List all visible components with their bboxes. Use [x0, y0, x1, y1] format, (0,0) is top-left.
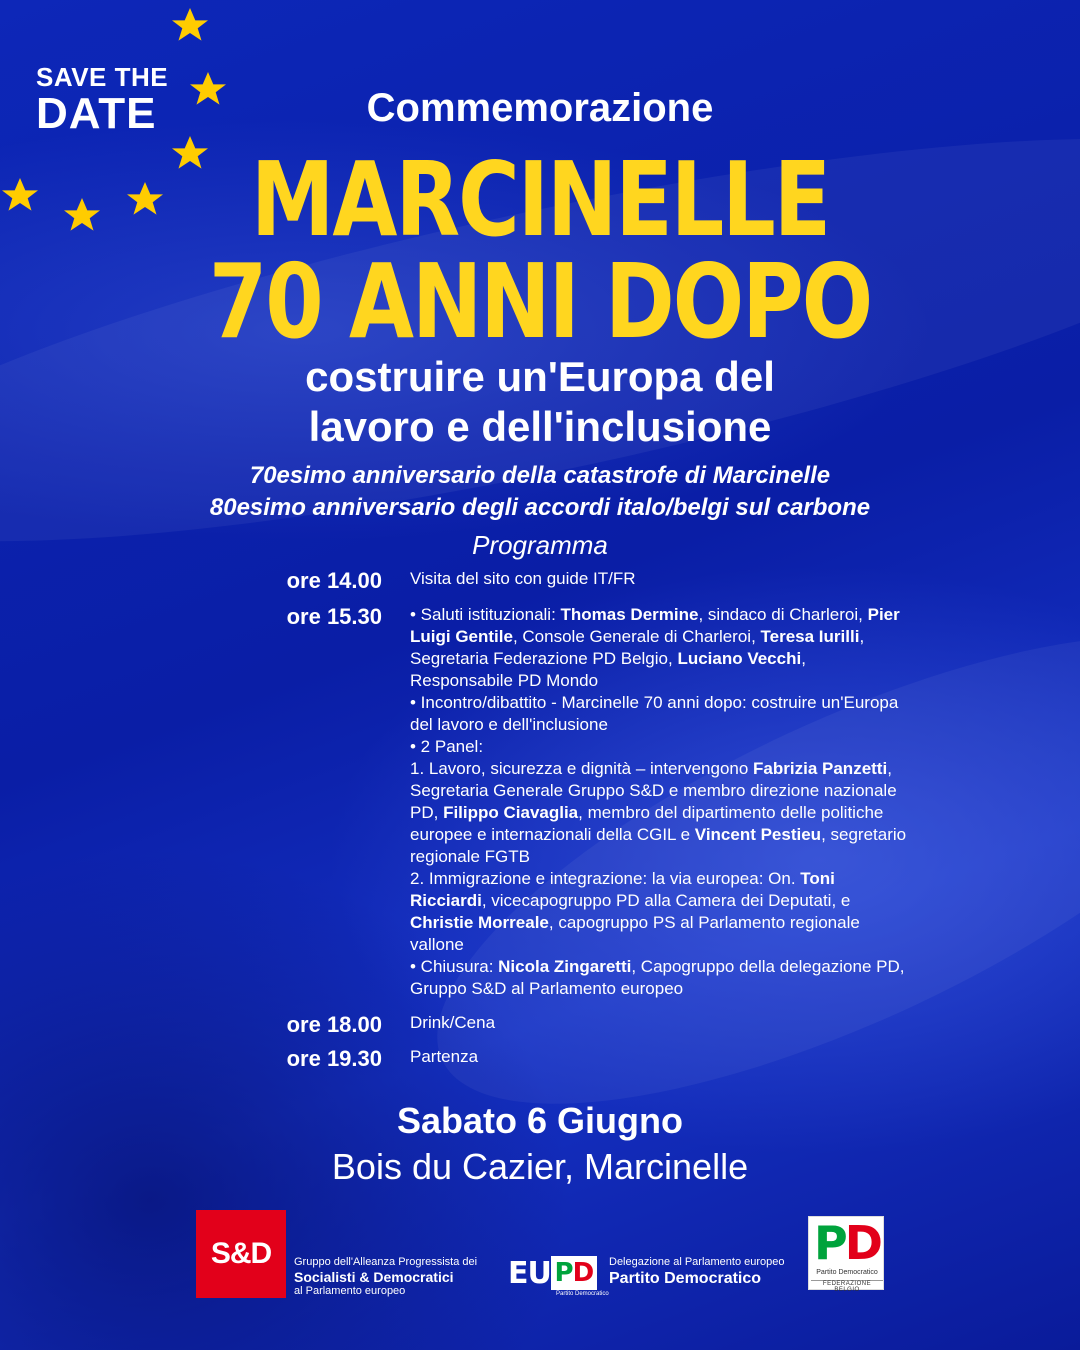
- event-date: Sabato 6 Giugno: [396, 1100, 683, 1141]
- speaker-name: Filippo Ciavaglia: [443, 803, 579, 822]
- schedule-desc: Drink/Cena: [410, 1013, 496, 1032]
- speaker-role: , sindaco di Charleroi,: [698, 605, 868, 624]
- panel-1-paragraph: [410, 758, 910, 868]
- speaker-role: , capogruppo PS al Parlamento regionale vallone: [410, 913, 860, 954]
- anniversary-lines: [0, 460, 1080, 524]
- subtitle-line-2: lavoro e dell'inclusione: [308, 403, 772, 450]
- chiusura-prefix: • Chiusura:: [410, 957, 499, 976]
- speaker-name: Teresa Iurilli: [760, 627, 860, 646]
- subtitle-line-1: costruire un'Europa del: [305, 353, 775, 400]
- chiusura-paragraph: [410, 956, 910, 1000]
- schedule: [262, 568, 922, 1072]
- eupd-logo-sub: Partito Democratico: [556, 1291, 609, 1297]
- speaker-name: Toni Ricciardi: [410, 869, 835, 910]
- schedule-time: ore 19.30: [286, 1046, 382, 1071]
- speaker-name: Thomas Dermine: [560, 605, 699, 624]
- anniversary-line-2: 80esimo anniversario degli accordi italo/belgi sul carbone: [209, 494, 871, 521]
- kicker: Commemorazione: [366, 86, 714, 130]
- speaker-role: , segretario regionale FGTB: [410, 825, 907, 866]
- pd-logo-letters: [811, 1216, 883, 1270]
- schedule-time: ore 18.00: [286, 1012, 382, 1037]
- schedule-desc: [410, 604, 910, 1000]
- schedule-desc: Partenza: [410, 1047, 479, 1066]
- speaker-name: Christie Morreale: [410, 913, 549, 932]
- schedule-time: ore 14.00: [286, 568, 382, 593]
- saluti-prefix: • Saluti istituzionali:: [410, 605, 561, 624]
- eupd-logo-pd: [551, 1256, 597, 1290]
- pd-logo-p: P: [814, 1216, 845, 1270]
- speaker-name: Vincent Pestieu: [694, 825, 822, 844]
- speaker-name: Luciano Vecchi: [677, 649, 802, 668]
- speaker-role: , Capogruppo della delegazione PD, Gruppo S&D al Parlamento europeo: [410, 957, 905, 998]
- title-line-1: MARCINELLE: [250, 140, 830, 260]
- schedule-time: ore 15.30: [286, 604, 382, 629]
- star-icon: [172, 8, 208, 41]
- pd-logo-name: Partito Democratico: [816, 1269, 878, 1276]
- schedule-desc: Visita del sito con guide IT/FR: [410, 569, 636, 588]
- schedule-row: [262, 568, 922, 594]
- saluti-paragraph: [410, 604, 910, 692]
- incontro-paragraph: • Incontro/dibattito - Marcinelle 70 anni dopo: costruire un'Europa del lavoro e dell'inclusione: [410, 693, 899, 734]
- save-the-date-line1: SAVE THE: [36, 62, 169, 92]
- eupd-logo-text: [609, 1256, 785, 1288]
- eupd-logo: [508, 1256, 597, 1290]
- eupd-logo-line2: Partito Democratico: [609, 1270, 762, 1288]
- speaker-role: , Segretaria Federazione PD Belgio,: [410, 627, 865, 668]
- anniversary-line-1: 70esimo anniversario della catastrofe di Marcinelle: [249, 462, 831, 489]
- schedule-row: [262, 604, 922, 1000]
- eupd-logo-line1: Delegazione al Parlamento europeo: [609, 1256, 785, 1268]
- panel-2-prefix: 2. Immigrazione e integrazione: la via europea: On.: [410, 869, 801, 888]
- panel-2-paragraph: [410, 868, 910, 956]
- schedule-row: [262, 1046, 922, 1072]
- subtitle: [0, 352, 1080, 452]
- panel-heading: • 2 Panel:: [410, 737, 484, 756]
- sd-logo: S&D: [196, 1210, 286, 1298]
- speaker-name: Fabrizia Panzetti: [753, 759, 888, 778]
- sd-logo-line2: Socialisti & Democratici: [294, 1268, 454, 1285]
- pd-logo-d: D: [844, 1216, 880, 1270]
- eupd-logo-p: P: [554, 1258, 573, 1288]
- panel-1-prefix: 1. Lavoro, sicurezza e dignità – intervengono: [410, 759, 754, 778]
- title-line-2: 70 ANNI DOPO: [208, 242, 872, 362]
- pd-logo-federation: FEDERAZIONE BELGIO: [811, 1280, 883, 1293]
- speaker-role: , Responsabile PD Mondo: [410, 649, 806, 690]
- programma-heading: Programma: [472, 530, 608, 560]
- speaker-role: , Console Generale di Charleroi,: [512, 627, 761, 646]
- sd-logo-text: [294, 1256, 514, 1297]
- sd-logo-line3: al Parlamento europeo: [294, 1284, 406, 1297]
- schedule-row: [262, 1012, 922, 1038]
- save-the-date-line2: DATE: [36, 89, 157, 138]
- speaker-role: , Segretaria Generale Gruppo S&D e membro direzione nazionale PD,: [410, 759, 897, 822]
- speaker-role: , membro del dipartimento delle politiche europee e internazionali della CGIL e: [410, 803, 884, 844]
- pd-belgio-logo: [808, 1216, 884, 1293]
- eupd-logo-eu: EU: [508, 1255, 551, 1291]
- eupd-logo-d: D: [572, 1258, 594, 1288]
- sd-logo-line1: Gruppo dell'Alleanza Progressista dei: [294, 1256, 478, 1268]
- speaker-name: Nicola Zingaretti: [498, 957, 632, 976]
- event-place: Bois du Cazier, Marcinelle: [331, 1146, 749, 1187]
- speaker-name: Pier Luigi Gentile: [410, 605, 900, 646]
- speaker-role: , vicecapogruppo PD alla Camera dei Deputati, e: [481, 891, 851, 910]
